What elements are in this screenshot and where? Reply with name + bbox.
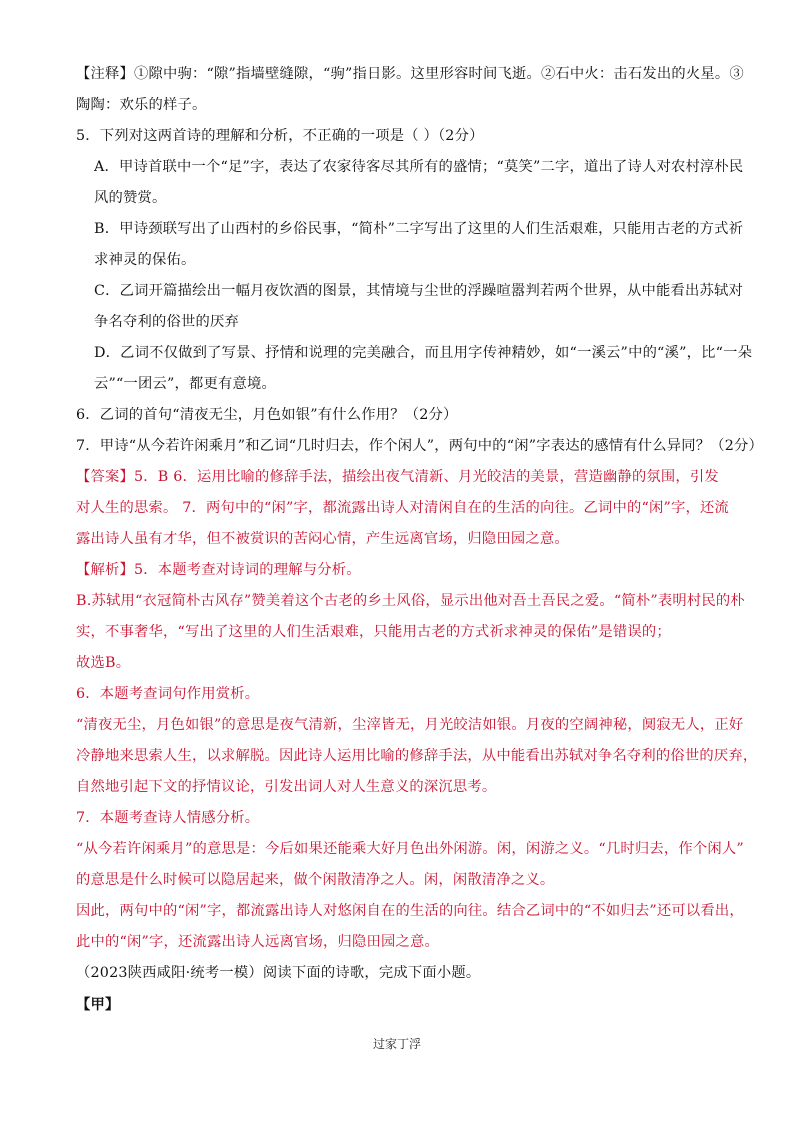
next-section-label: 【甲】 bbox=[76, 997, 120, 1013]
option-a-line-1: A．甲诗首联中一个“足”字，表达了农家待客尽其所有的盛情；“莫笑”二字，道出了诗人对农村淳朴民 bbox=[94, 159, 744, 175]
analysis-q7-line-3: 因此，两句中的“闲”字，都流露出诗人对悠闲自在的生活的向往。结合乙词中的“不如归去”还可以看出， bbox=[76, 903, 744, 919]
analysis-q7-head: 7．本题考查诗人情感分析。 bbox=[76, 810, 260, 826]
analysis-choose: 故选B。 bbox=[76, 655, 131, 671]
analysis-b-line-2: 实，不事奢华，“写出了这里的人们生活艰难，只能用古老的方式祈求神灵的保佑”是错误的； bbox=[76, 624, 671, 640]
analysis-q6-line-2: 冷静地来思索人生，以求解脱。因此诗人运用比喻的修辞手法，从中能看出苏轼对争名夺利的俗世的厌弃， bbox=[76, 748, 758, 764]
analysis-q7-line-2: 的意思是什么时候可以隐居起来，做个闲散清净之人。闲，闲散清净之义。 bbox=[76, 872, 555, 888]
question-7: 7．甲诗“从今若许闲乘月”和乙词“几时归去，作个闲人”，两句中的“闲”字表达的感情有什么异同？（2分） bbox=[76, 438, 764, 454]
option-b-line-1: B．甲诗颈联写出了山西村的乡俗民事，“简朴”二字写出了这里的人们生活艰难，只能用古老的方式祈 bbox=[94, 221, 744, 237]
analysis-line-1 bbox=[76, 560, 361, 580]
page-footer: 过家丁浮 bbox=[372, 1037, 421, 1051]
analysis-q6-head: 6．本题考查词句作用赏析。 bbox=[76, 686, 260, 702]
analysis-q7-line-4: 此中的“闲”字，还流露出诗人远离官场，归隐田园之意。 bbox=[76, 934, 439, 950]
answer-line-1 bbox=[76, 467, 719, 487]
analysis-q7-line-1: “从今若许闲乘月”的意思是：今后如果还能乘大好月色出外闲游。闲，闲游之义。“几时归去，作个闲人” bbox=[76, 841, 744, 857]
option-c-line-2: 争名夺利的俗世的厌弃 bbox=[94, 314, 239, 330]
option-a-line-2: 风的赞赏。 bbox=[94, 190, 167, 206]
option-b-line-2: 求神灵的保佑。 bbox=[94, 252, 196, 268]
analysis-b-line-1: B.苏轼用“衣冠简朴古风存”赞美着这个古老的乡土风俗，显示出他对吾土吾民之爱。“简朴”表明村民的朴 bbox=[76, 593, 745, 609]
analysis-q6-line-1: “清夜无尘，月色如银”的意思是夜气清新，尘滓皆无，月光皎洁如银。月夜的空阔神秘，阒寂无人，正好 bbox=[76, 717, 744, 733]
answer-text-1: 5．B 6．运用比喻的修辞手法，描绘出夜气清新、月光皎洁的美景，营造幽静的氛围，引发 bbox=[134, 469, 719, 485]
note-line-1: 【注释】①隙中驹：“隙”指墙壁缝隙，“驹”指日影。这里形容时间飞逝。②石中火：击石发出的火星。③ bbox=[76, 66, 744, 82]
option-d-line-1: D．乙词不仅做到了写景、抒情和说理的完美融合，而且用字传神精妙，如“一溪云”中的“溪”，比“一朵 bbox=[94, 345, 753, 361]
answer-line-3: 露出诗人虽有才华，但不被赏识的苦闷心情，产生远离官场，归隐田园之意。 bbox=[76, 531, 569, 547]
question-5: 5．下列对这两首诗的理解和分析，不正确的一项是（ ）（2分） bbox=[76, 128, 484, 144]
answer-line-2: 对人生的思索。 7．两句中的“闲”字，都流露出诗人对清闲自在的生活的向往。乙词中的“闲”字，还流 bbox=[76, 500, 729, 516]
option-d-line-2: 云”“一团云”，都更有意境。 bbox=[94, 376, 276, 392]
analysis-label: 【解析】 bbox=[76, 562, 134, 578]
option-c-line-1: C．乙词开篇描绘出一幅月夜饮酒的图景，其情境与尘世的浮躁喧嚣判若两个世界，从中能看出苏轼对 bbox=[94, 283, 743, 299]
analysis-head: 5．本题考查对诗词的理解与分析。 bbox=[134, 562, 361, 578]
answer-label: 【答案】 bbox=[76, 469, 134, 485]
next-section-intro: （2023陕西咸阳·统考一模）阅读下面的诗歌，完成下面小题。 bbox=[76, 965, 481, 981]
analysis-q6-line-3: 自然地引起下文的抒情议论，引发出词人对人生意义的深沉思考。 bbox=[76, 779, 497, 795]
note-line-2: 陶陶：欢乐的样子。 bbox=[76, 97, 207, 113]
question-6: 6．乙词的首句“清夜无尘，月色如银”有什么作用？（2分） bbox=[76, 407, 458, 423]
